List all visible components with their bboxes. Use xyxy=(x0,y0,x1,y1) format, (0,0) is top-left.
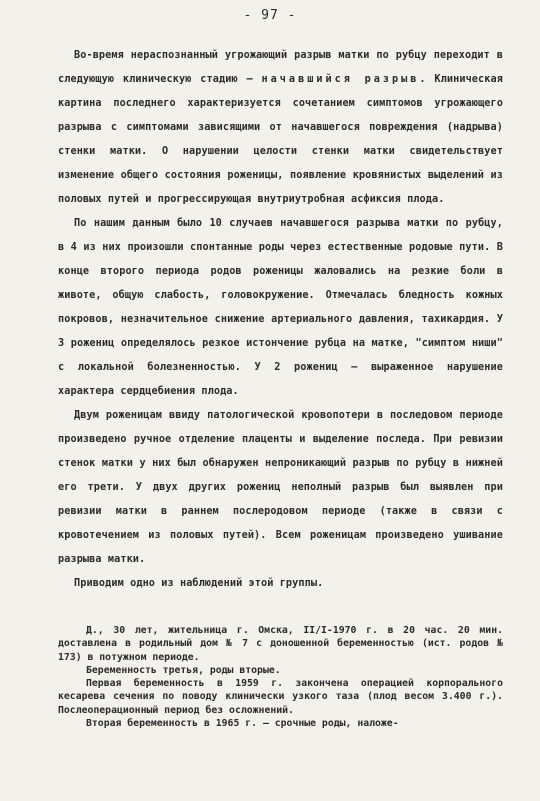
page-number: - 97 - xyxy=(243,8,297,23)
paragraph-1 xyxy=(58,44,503,212)
paragraph-1-end: . Клиническая картина последнего характеризуется сочетанием симптомов угрожающего разрыва с симптомами зависящими от начавшегося повреждения (надрыва) стенки матки. О нарушении целости стенки матки свидетельствует изменение общего состояния роженицы, появление кровянистых выделений из половых путей и прогрессирующая внутриутробная асфиксия плода. xyxy=(58,74,503,205)
case-line-2: Беременность третья, роды вторые. xyxy=(86,664,281,676)
case-line-3: Первая беременность в 1959 г. закончена операцией корпорального кесарева сечения по поводу клинически узкого таза (плод весом 3.400 г.). Послеоперационный период без осложнений. xyxy=(58,678,503,716)
paragraph-1-start: Во-время нераспознанный угрожающий разрыв матки по рубцу переходит в следующую клиническую стадию – xyxy=(58,50,503,85)
main-text xyxy=(58,44,503,596)
case-line-1: Д., 30 лет, жительница г. Омска, II/I-1970 г. в 20 час. 20 мин. доставлена в родильный дом № 7 с доношенной беременностью (ист. родов № 173) в потужном периоде. xyxy=(58,625,503,663)
paragraph-3: Двум роженицам ввиду патологической кровопотери в последовом периоде произведено ручное отделение плаценты и выделение последа. При ревизии стенок матки у них был обнаружен непроникающий разрыв по рубцу в нижней его трети. У двух других рожениц неполный разрыв был выявлен при ревизии матки в раннем послеродовом периоде (также в связи с кровотечением из половых путей). Всем роженицам произведено ушивание разрыва матки. xyxy=(58,410,503,565)
case-report xyxy=(58,624,503,730)
paragraph-4: Приводим одно из наблюдений этой группы. xyxy=(74,578,324,589)
case-line-4: Вторая беременность в 1965 г. – срочные роды, наложе- xyxy=(86,718,399,730)
spaced-term: начавшийся разрыв xyxy=(261,74,420,85)
paragraph-2: По нашим данным было 10 случаев начавшегося разрыва матки по рубцу, в 4 из них произошли спонтанные роды через естественные родовые пути. В конце второго периода родов роженицы жаловались на резкие боли в животе, общую слабость, головокружение. Отмечалась бледность кожных покровов, незначительное снижение артериального давления, тахикардия. У 3 рожениц определялось резкое истончение рубца на матке, "симптом ниши" с локальной болезненностью. У 2 рожениц – выраженное нарушение характера сердцебиения плода. xyxy=(58,218,503,397)
